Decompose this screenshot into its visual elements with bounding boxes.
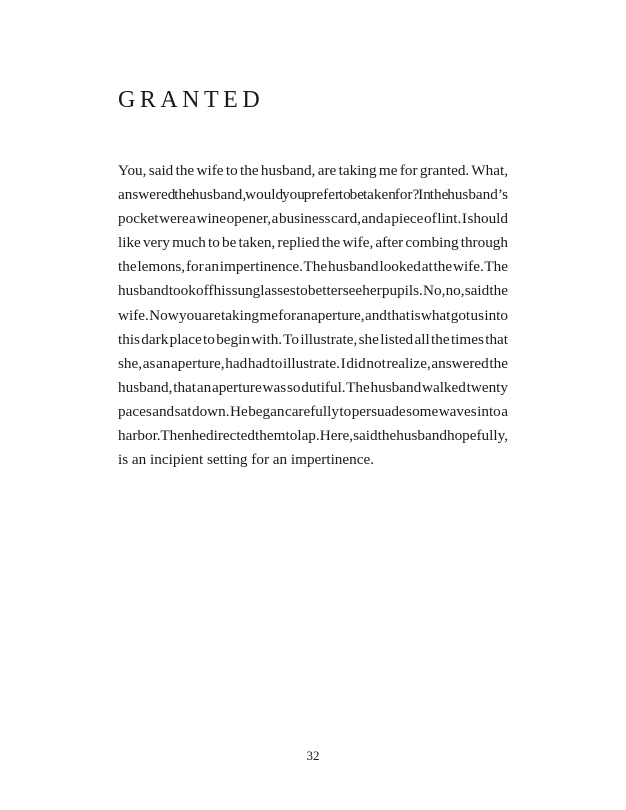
text-line-last: is an incipient setting for an impertinence. [118, 451, 374, 469]
chapter-title: GRANTED [118, 87, 265, 113]
text-line: like very much to be taken, replied the wife, after combing through [118, 234, 508, 252]
text-line: You, said the wife to the husband, are taking me for granted. What, [118, 162, 508, 179]
text-line: husband took off his sunglasses to better see her pupils. No, no, said the [118, 282, 508, 300]
text-line: pocket were a wine opener, a business card, and a piece of lint. I should [118, 210, 508, 228]
text-line: she, as an aperture, had had to illustrate. I did not realize, answered the [118, 354, 508, 372]
text-line: harbor. Then he directed them to lap. Here, said the husband hopefully, [118, 427, 508, 445]
text-line: the lemons, for an impertinence. The husband looked at the wife. The [118, 258, 508, 276]
text-line: wife. Now you are taking me for an aperture, and that is what got us into [118, 306, 508, 324]
text-line: husband, that an aperture was so dutiful. The husband walked twenty [118, 378, 508, 396]
text-line: this dark place to begin with. To illustrate, she listed all the times that [118, 330, 508, 348]
body-paragraph [118, 159, 508, 472]
page-number: 32 [306, 748, 320, 763]
text-line: answered the husband, would you prefer to be taken for? In the husband’s [118, 186, 508, 204]
text-line: paces and sat down. He began carefully to persuade some waves into a [118, 402, 508, 420]
